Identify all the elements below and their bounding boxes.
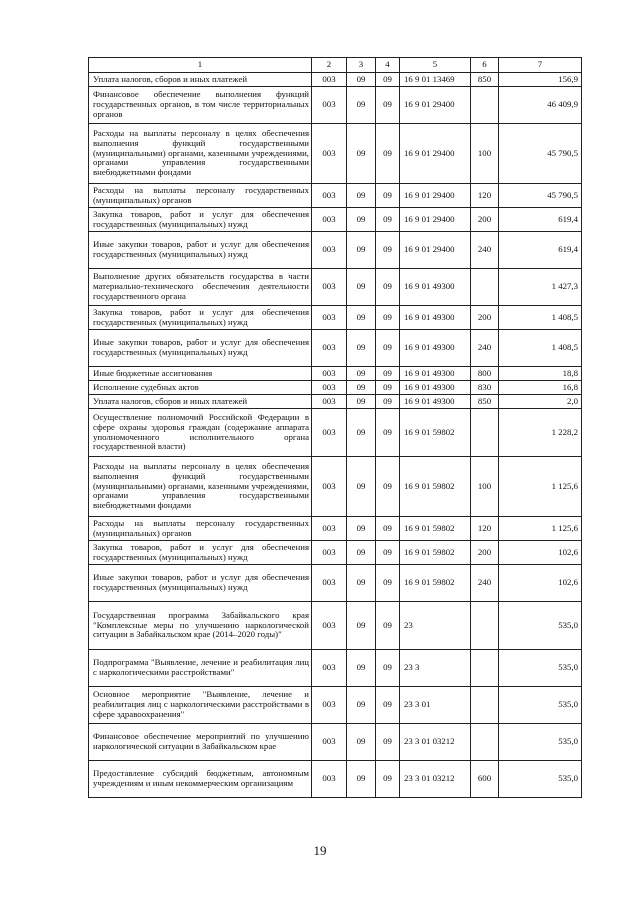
header-row bbox=[89, 58, 582, 73]
expense-type-code bbox=[471, 87, 499, 124]
target-article-code: 16 9 01 59802 bbox=[400, 457, 471, 517]
target-article-code: 16 9 01 59802 bbox=[400, 517, 471, 541]
section-code: 09 bbox=[347, 87, 376, 124]
expense-type-code: 100 bbox=[471, 457, 499, 517]
row-name: Финансовое обеспечение выполнения функций государственных органов, в том числе территориальных органов bbox=[89, 87, 312, 124]
target-article-code: 23 bbox=[400, 602, 471, 650]
target-article-code: 23 3 01 03212 bbox=[400, 761, 471, 798]
ministry-code: 003 bbox=[312, 306, 347, 330]
target-article-code: 16 9 01 49300 bbox=[400, 367, 471, 381]
row-name: Закупка товаров, работ и услуг для обеспечения государственных (муниципальных) нужд bbox=[89, 541, 312, 565]
ministry-code: 003 bbox=[312, 367, 347, 381]
ministry-code: 003 bbox=[312, 409, 347, 457]
subsection-code: 09 bbox=[376, 409, 400, 457]
target-article-code: 16 9 01 29400 bbox=[400, 208, 471, 232]
ministry-code: 003 bbox=[312, 517, 347, 541]
expense-type-code: 800 bbox=[471, 367, 499, 381]
amount: 45 790,5 bbox=[499, 184, 582, 208]
target-article-code: 16 9 01 29400 bbox=[400, 232, 471, 269]
amount: 535,0 bbox=[499, 724, 582, 761]
row-name: Финансовое обеспечение мероприятий по улучшению наркологической ситуации в Забайкальском крае bbox=[89, 724, 312, 761]
ministry-code: 003 bbox=[312, 184, 347, 208]
amount: 102,6 bbox=[499, 541, 582, 565]
expense-type-code: 200 bbox=[471, 208, 499, 232]
section-code: 09 bbox=[347, 184, 376, 208]
amount: 619,4 bbox=[499, 208, 582, 232]
table-row bbox=[89, 208, 582, 232]
amount: 102,6 bbox=[499, 565, 582, 602]
subsection-code: 09 bbox=[376, 687, 400, 724]
row-name: Осуществление полномочий Российской Федерации в сфере охраны здоровья граждан (содержание аппарата уполномоченного исполнительного органа государственной власти) bbox=[89, 409, 312, 457]
page-number: 19 bbox=[313, 843, 327, 858]
expense-type-code: 850 bbox=[471, 395, 499, 409]
amount: 619,4 bbox=[499, 232, 582, 269]
ministry-code: 003 bbox=[312, 124, 347, 184]
ministry-code: 003 bbox=[312, 232, 347, 269]
expense-type-code: 120 bbox=[471, 517, 499, 541]
subsection-code: 09 bbox=[376, 541, 400, 565]
ministry-code: 003 bbox=[312, 541, 347, 565]
subsection-code: 09 bbox=[376, 232, 400, 269]
target-article-code: 16 9 01 29400 bbox=[400, 184, 471, 208]
target-article-code: 23 3 01 bbox=[400, 687, 471, 724]
expense-type-code bbox=[471, 687, 499, 724]
row-name: Уплата налогов, сборов и иных платежей bbox=[89, 73, 312, 87]
table-row bbox=[89, 367, 582, 381]
section-code: 09 bbox=[347, 269, 376, 306]
ministry-code: 003 bbox=[312, 330, 347, 367]
table-row bbox=[89, 409, 582, 457]
section-code: 09 bbox=[347, 409, 376, 457]
column-header: 6 bbox=[471, 58, 499, 73]
ministry-code: 003 bbox=[312, 457, 347, 517]
amount: 1 408,5 bbox=[499, 306, 582, 330]
column-header: 2 bbox=[312, 58, 347, 73]
table-row bbox=[89, 457, 582, 517]
section-code: 09 bbox=[347, 232, 376, 269]
table-row bbox=[89, 269, 582, 306]
section-code: 09 bbox=[347, 73, 376, 87]
row-name: Иные закупки товаров, работ и услуг для обеспечения государственных (муниципальных) нужд bbox=[89, 565, 312, 602]
section-code: 09 bbox=[347, 306, 376, 330]
amount: 2,0 bbox=[499, 395, 582, 409]
ministry-code: 003 bbox=[312, 761, 347, 798]
amount: 535,0 bbox=[499, 687, 582, 724]
section-code: 09 bbox=[347, 367, 376, 381]
section-code: 09 bbox=[347, 457, 376, 517]
subsection-code: 09 bbox=[376, 761, 400, 798]
column-header: 7 bbox=[499, 58, 582, 73]
subsection-code: 09 bbox=[376, 395, 400, 409]
row-name: Исполнение судебных актов bbox=[89, 381, 312, 395]
amount: 156,9 bbox=[499, 73, 582, 87]
section-code: 09 bbox=[347, 381, 376, 395]
table-row bbox=[89, 602, 582, 650]
table-row bbox=[89, 761, 582, 798]
subsection-code: 09 bbox=[376, 306, 400, 330]
amount: 1 228,2 bbox=[499, 409, 582, 457]
table-row bbox=[89, 565, 582, 602]
row-name: Предоставление субсидий бюджетным, автономным учреждениям и иным некоммерческим организациям bbox=[89, 761, 312, 798]
row-name: Расходы на выплаты персоналу в целях обеспечения выполнения функций государственными (муниципальными) органами, казенными учреждениями, органами управления государственными внебюджетными фондами bbox=[89, 124, 312, 184]
table-row bbox=[89, 517, 582, 541]
section-code: 09 bbox=[347, 395, 376, 409]
row-name: Выполнение других обязательств государства в части материально-технического обеспечения деятельности государственного органа bbox=[89, 269, 312, 306]
table-row bbox=[89, 724, 582, 761]
amount: 16,8 bbox=[499, 381, 582, 395]
expense-type-code: 240 bbox=[471, 565, 499, 602]
row-name: Расходы на выплаты персоналу государственных (муниципальных) органов bbox=[89, 184, 312, 208]
budget-table bbox=[88, 57, 582, 798]
subsection-code: 09 bbox=[376, 87, 400, 124]
section-code: 09 bbox=[347, 650, 376, 687]
subsection-code: 09 bbox=[376, 381, 400, 395]
row-name: Закупка товаров, работ и услуг для обеспечения государственных (муниципальных) нужд bbox=[89, 208, 312, 232]
expense-type-code: 830 bbox=[471, 381, 499, 395]
subsection-code: 09 bbox=[376, 650, 400, 687]
expense-type-code: 600 bbox=[471, 761, 499, 798]
expense-type-code bbox=[471, 602, 499, 650]
subsection-code: 09 bbox=[376, 457, 400, 517]
amount: 1 427,3 bbox=[499, 269, 582, 306]
target-article-code: 16 9 01 59802 bbox=[400, 409, 471, 457]
row-name: Подпрограмма "Выявление, лечение и реабилитация лиц с наркологическими расстройствами" bbox=[89, 650, 312, 687]
target-article-code: 16 9 01 49300 bbox=[400, 306, 471, 330]
table-row bbox=[89, 73, 582, 87]
table-row bbox=[89, 306, 582, 330]
amount: 535,0 bbox=[499, 650, 582, 687]
section-code: 09 bbox=[347, 761, 376, 798]
section-code: 09 bbox=[347, 602, 376, 650]
ministry-code: 003 bbox=[312, 650, 347, 687]
subsection-code: 09 bbox=[376, 124, 400, 184]
target-article-code: 16 9 01 59802 bbox=[400, 565, 471, 602]
section-code: 09 bbox=[347, 517, 376, 541]
expense-type-code: 120 bbox=[471, 184, 499, 208]
target-article-code: 16 9 01 49300 bbox=[400, 395, 471, 409]
subsection-code: 09 bbox=[376, 269, 400, 306]
table-row bbox=[89, 541, 582, 565]
subsection-code: 09 bbox=[376, 565, 400, 602]
row-name: Иные закупки товаров, работ и услуг для обеспечения государственных (муниципальных) нужд bbox=[89, 232, 312, 269]
ministry-code: 003 bbox=[312, 73, 347, 87]
section-code: 09 bbox=[347, 724, 376, 761]
table-row bbox=[89, 687, 582, 724]
subsection-code: 09 bbox=[376, 330, 400, 367]
target-article-code: 16 9 01 13469 bbox=[400, 73, 471, 87]
table-row bbox=[89, 232, 582, 269]
ministry-code: 003 bbox=[312, 269, 347, 306]
expense-type-code: 240 bbox=[471, 232, 499, 269]
ministry-code: 003 bbox=[312, 565, 347, 602]
table-row bbox=[89, 87, 582, 124]
ministry-code: 003 bbox=[312, 602, 347, 650]
section-code: 09 bbox=[347, 541, 376, 565]
amount: 1 125,6 bbox=[499, 517, 582, 541]
section-code: 09 bbox=[347, 687, 376, 724]
expense-type-code: 240 bbox=[471, 330, 499, 367]
row-name: Закупка товаров, работ и услуг для обеспечения государственных (муниципальных) нужд bbox=[89, 306, 312, 330]
amount: 535,0 bbox=[499, 761, 582, 798]
table-row bbox=[89, 330, 582, 367]
subsection-code: 09 bbox=[376, 367, 400, 381]
subsection-code: 09 bbox=[376, 602, 400, 650]
target-article-code: 16 9 01 59802 bbox=[400, 541, 471, 565]
amount: 535,0 bbox=[499, 602, 582, 650]
section-code: 09 bbox=[347, 208, 376, 232]
row-name: Иные бюджетные ассигнования bbox=[89, 367, 312, 381]
subsection-code: 09 bbox=[376, 73, 400, 87]
subsection-code: 09 bbox=[376, 208, 400, 232]
table-row bbox=[89, 124, 582, 184]
row-name: Уплата налогов, сборов и иных платежей bbox=[89, 395, 312, 409]
amount: 1 125,6 bbox=[499, 457, 582, 517]
amount: 18,8 bbox=[499, 367, 582, 381]
table-row bbox=[89, 381, 582, 395]
expense-type-code bbox=[471, 409, 499, 457]
ministry-code: 003 bbox=[312, 395, 347, 409]
table-row bbox=[89, 184, 582, 208]
ministry-code: 003 bbox=[312, 381, 347, 395]
target-article-code: 23 3 01 03212 bbox=[400, 724, 471, 761]
target-article-code: 16 9 01 49300 bbox=[400, 330, 471, 367]
column-header: 5 bbox=[400, 58, 471, 73]
amount: 45 790,5 bbox=[499, 124, 582, 184]
row-name: Основное мероприятие "Выявление, лечение и реабилитация лиц с наркологическими расстройствами в сфере здравоохранения" bbox=[89, 687, 312, 724]
column-header: 4 bbox=[376, 58, 400, 73]
ministry-code: 003 bbox=[312, 687, 347, 724]
row-name: Расходы на выплаты персоналу в целях обеспечения выполнения функций государственными (муниципальными) органами, казенными учреждениями, органами управления государственными внебюджетными фондами bbox=[89, 457, 312, 517]
row-name: Иные закупки товаров, работ и услуг для обеспечения государственных (муниципальных) нужд bbox=[89, 330, 312, 367]
subsection-code: 09 bbox=[376, 724, 400, 761]
ministry-code: 003 bbox=[312, 87, 347, 124]
expense-type-code: 200 bbox=[471, 541, 499, 565]
expense-type-code: 850 bbox=[471, 73, 499, 87]
amount: 1 408,5 bbox=[499, 330, 582, 367]
section-code: 09 bbox=[347, 124, 376, 184]
target-article-code: 16 9 01 49300 bbox=[400, 381, 471, 395]
expense-type-code bbox=[471, 269, 499, 306]
section-code: 09 bbox=[347, 565, 376, 602]
column-header: 1 bbox=[89, 58, 312, 73]
target-article-code: 16 9 01 49300 bbox=[400, 269, 471, 306]
expense-type-code: 200 bbox=[471, 306, 499, 330]
expense-type-code bbox=[471, 724, 499, 761]
row-name: Государственная программа Забайкальского края "Комплексные меры по улучшению наркологической ситуации в Забайкальском крае (2014–2020 годы)" bbox=[89, 602, 312, 650]
column-header: 3 bbox=[347, 58, 376, 73]
subsection-code: 09 bbox=[376, 184, 400, 208]
row-name: Расходы на выплаты персоналу государственных (муниципальных) органов bbox=[89, 517, 312, 541]
target-article-code: 16 9 01 29400 bbox=[400, 124, 471, 184]
ministry-code: 003 bbox=[312, 208, 347, 232]
table-row bbox=[89, 650, 582, 687]
expense-type-code: 100 bbox=[471, 124, 499, 184]
amount: 46 409,9 bbox=[499, 87, 582, 124]
expense-type-code bbox=[471, 650, 499, 687]
table-row bbox=[89, 395, 582, 409]
section-code: 09 bbox=[347, 330, 376, 367]
target-article-code: 23 3 bbox=[400, 650, 471, 687]
subsection-code: 09 bbox=[376, 517, 400, 541]
ministry-code: 003 bbox=[312, 724, 347, 761]
target-article-code: 16 9 01 29400 bbox=[400, 87, 471, 124]
